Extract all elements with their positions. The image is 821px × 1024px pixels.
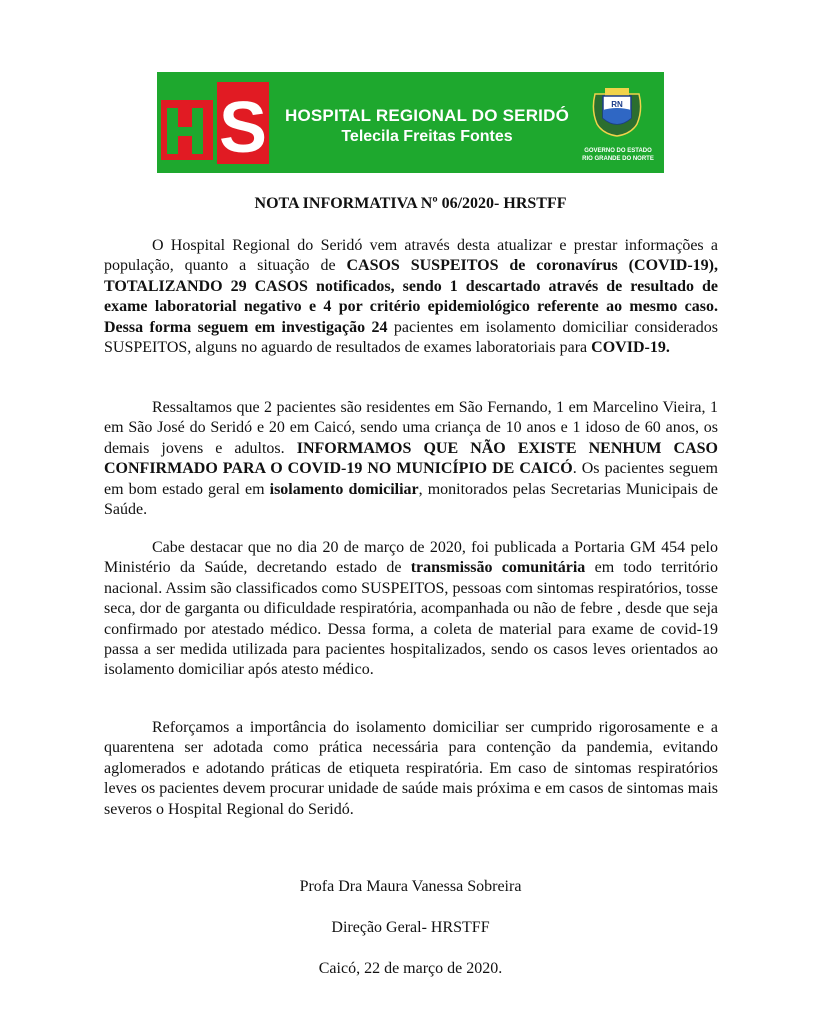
state-seal-icon	[587, 80, 647, 140]
p3-bold-1: transmissão comunitária	[410, 559, 586, 577]
gov-line1: GOVERNO DO ESTADO	[584, 148, 652, 154]
p1-text-1: O Hospital Regional do Seridó vem através desta atualizar e prestar informações a população, quanto a situação de	[104, 237, 718, 275]
header-banner	[157, 72, 664, 173]
paragraph-4	[104, 718, 718, 820]
seal-crown	[605, 88, 629, 96]
hrs-logo	[161, 78, 273, 168]
p2-text-2: . Os pacientes seguem em bom estado geral em	[104, 460, 719, 498]
p4-text-1: Reforçamos a importância do isolamento domiciliar ser cumprido rigorosamente e a quarentena ser adotada como prática necessária para contenção da pandemia, evitando aglomerados e adotando práticas de etiqueta respiratória. Em caso de sintomas respiratórios leves os pacientes devem procurar unidade de saúde mais próxima e em casos de sintomas mais severos o Hospital Regional do Seridó.	[104, 719, 718, 818]
p2-bold-2: isolamento domiciliar	[269, 480, 419, 498]
logo-s-letter: S	[218, 88, 268, 168]
signature-name: Profa Dra Maura Vanessa Sobreira	[299, 878, 522, 895]
signature-date: Caicó, 22 de março de 2020.	[318, 960, 503, 977]
signature-role: Direção Geral- HRSTFF	[331, 919, 490, 936]
gov-line2: RIO GRANDE DO NORTE	[582, 156, 654, 162]
hospital-subtitle: Telecila Freitas Fontes	[341, 128, 513, 145]
p1-bold-1: CASOS SUSPEITOS de coronavírus (COVID-19), TOTALIZANDO 29 CASOS notificados, sendo 1 descartado através de resultado de exame laboratorial negativo e 4 por critério epidemiológico referente ao mesmo caso. Dessa forma seguem em investigação 24	[104, 257, 719, 336]
paragraph-2	[104, 398, 718, 520]
p3-text-1: Cabe destacar que no dia 20 de março de 2020, foi publicada a Portaria GM 454 pelo Ministério da Saúde, decretando estado de	[104, 539, 718, 577]
hospital-title: HOSPITAL REGIONAL DO SERIDÓ	[284, 106, 570, 125]
p3-text-2: em todo território nacional. Assim são classificados como SUSPEITOS, pessoas com sintomas respiratórios, tosse seca, dor de garganta ou dificuldade respiratória, acompanhada ou não de febre , desde que seja confirmado por atestado médico. Dessa forma, a coleta de material para exame de covid-19 passa a ser medida utilizada para pacientes hospitalizados, sendo os casos leves orientados ao isolamento domiciliar após atesto médico.	[104, 559, 719, 679]
p1-text-2: pacientes em isolamento domiciliar considerados SUSPEITOS, alguns no aguardo de resultados de exames laboratoriais para	[104, 318, 719, 357]
p1-bold-2: COVID-19.	[591, 339, 670, 357]
document-heading: NOTA INFORMATIVA Nº 06/2020- HRSTFF	[254, 195, 567, 212]
paragraph-1	[104, 236, 718, 358]
p2-text-3: , monitorados pelas Secretarias Municipais de Saúde.	[104, 480, 719, 519]
p2-text-1: Ressaltamos que 2 pacientes são residentes em São Fernando, 1 em Marcelino Vieira, 1 em São José do Seridó e 20 em Caicó, sendo uma criança de 10 anos e 1 idoso de 60 anos, os demais jovens e adultos.	[104, 399, 718, 457]
paragraph-3	[104, 538, 718, 681]
p2-bold-1: INFORMAMOS QUE NÃO EXISTE NENHUM CASO CONFIRMADO PARA O COVID-19 NO MUNICÍPIO DE CAICÓ	[104, 439, 718, 478]
logo-h-right-stem	[192, 108, 203, 154]
seal-text: RN	[611, 100, 623, 109]
